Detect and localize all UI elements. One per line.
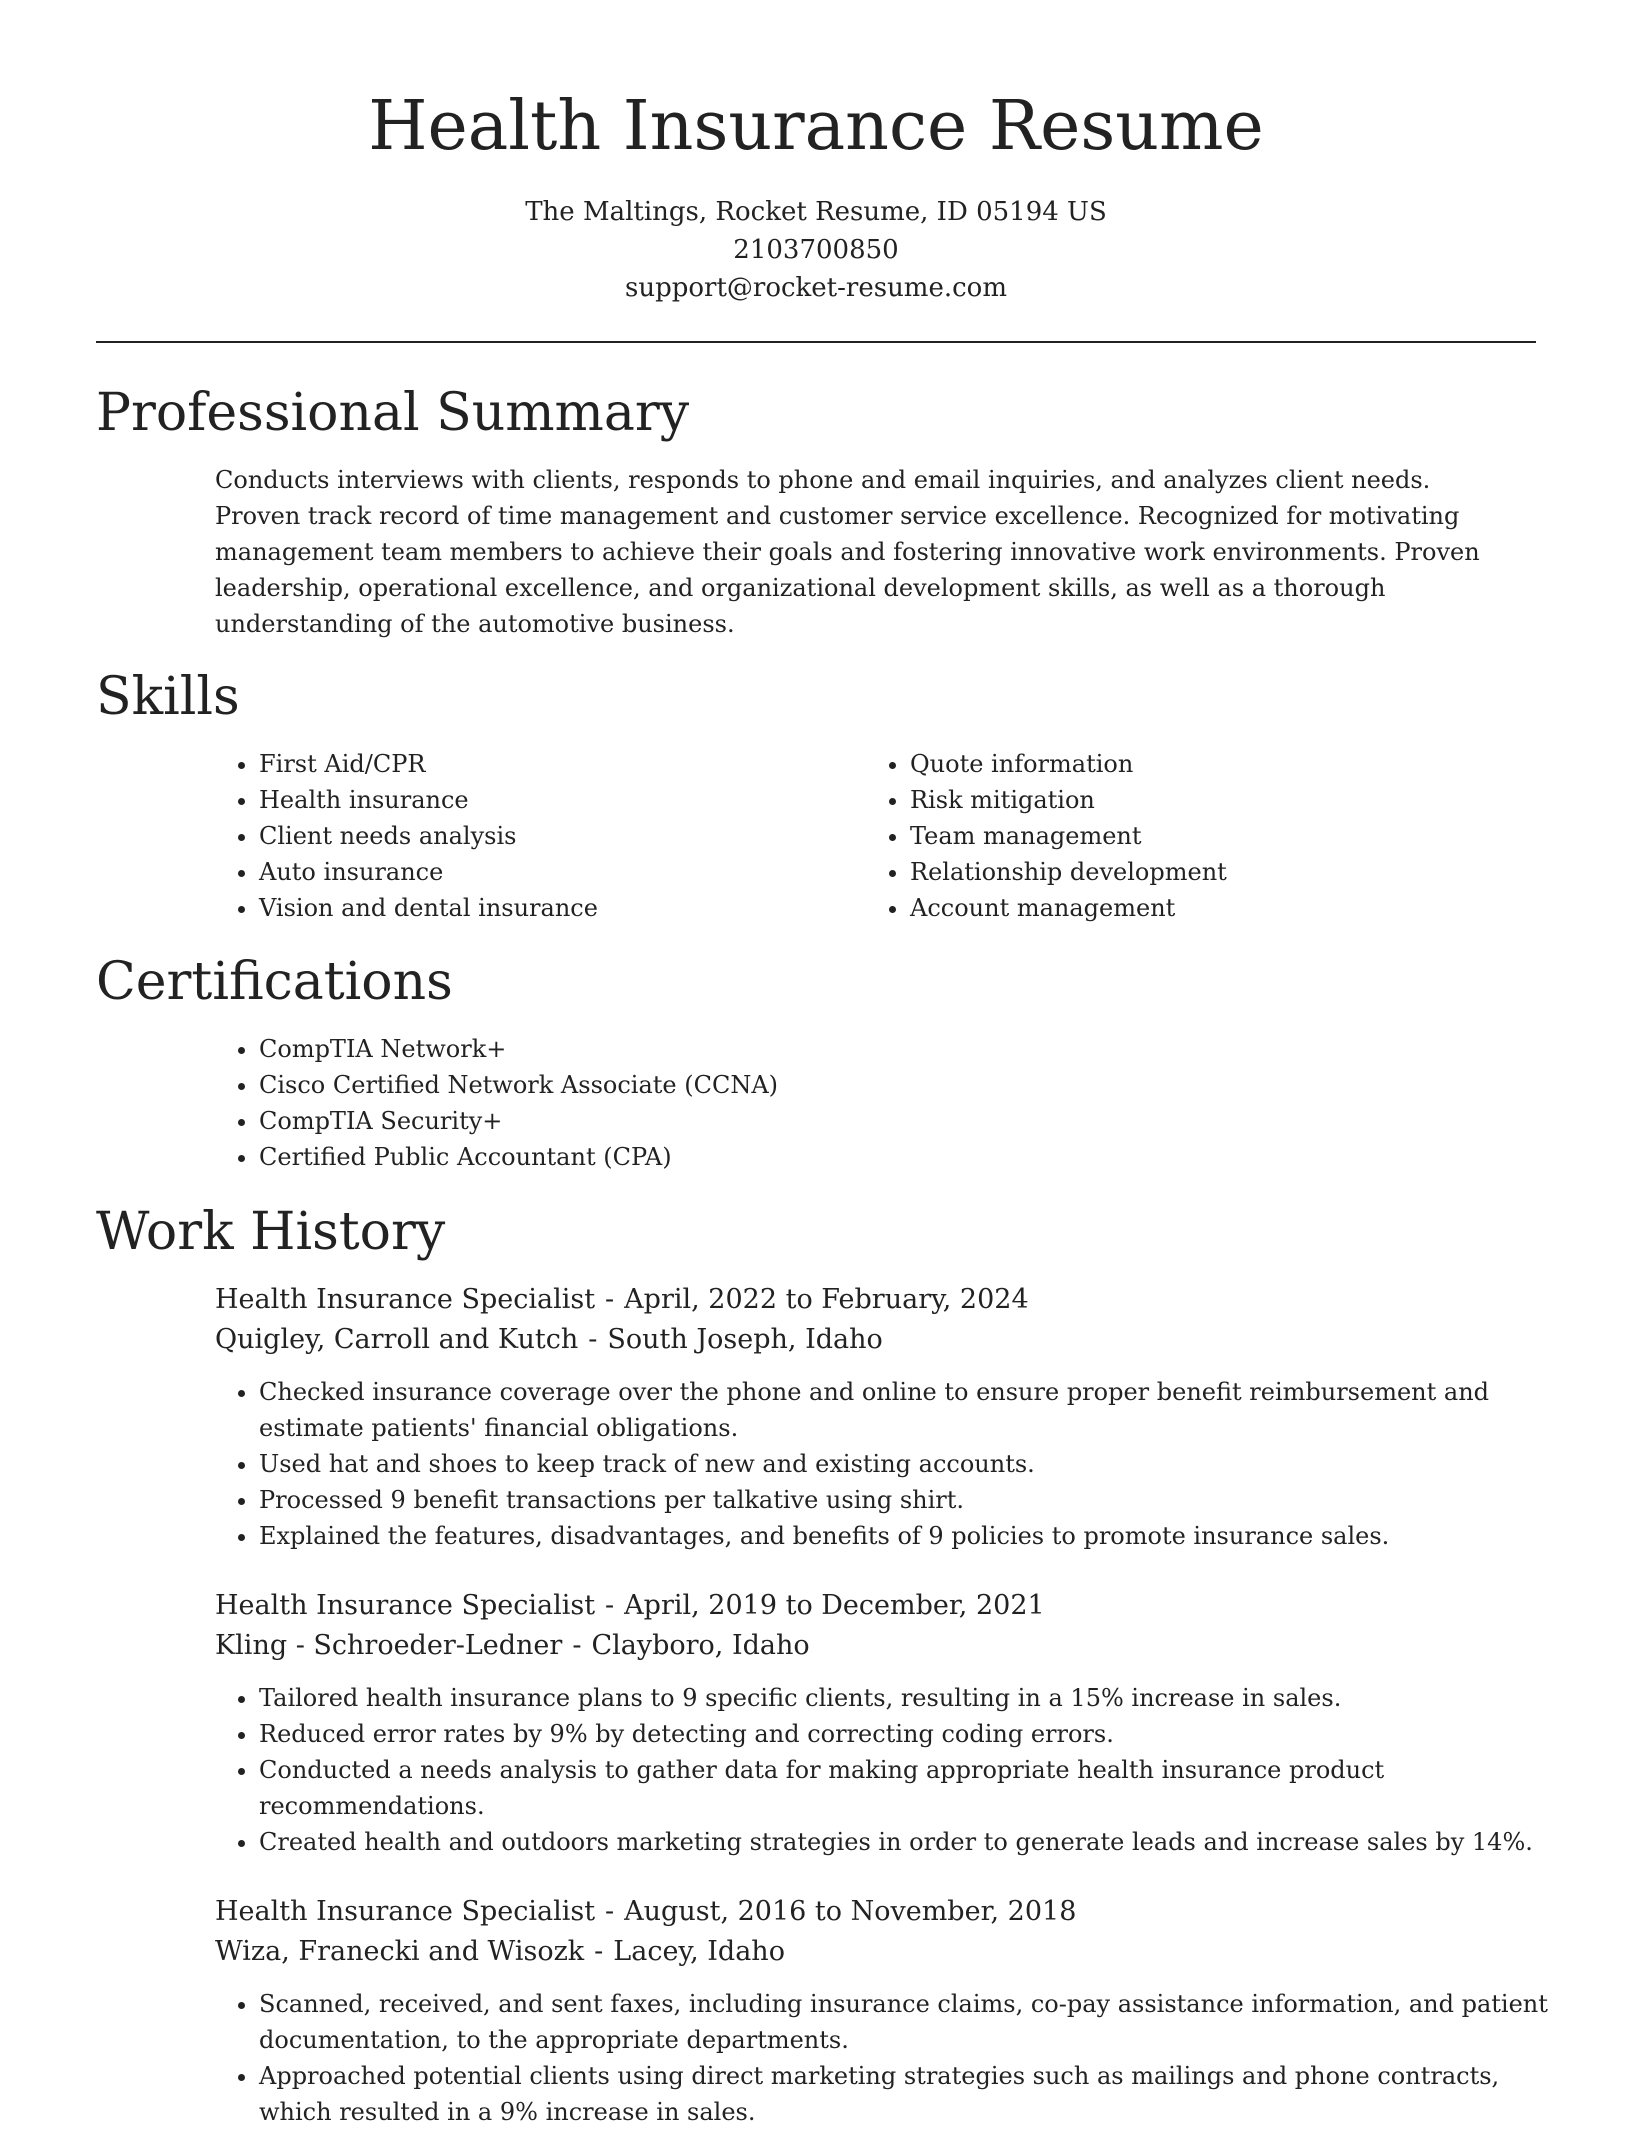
separator: - bbox=[588, 1324, 598, 1355]
skill-item: • Quote information bbox=[910, 746, 1510, 782]
skill-item: • Team management bbox=[910, 818, 1510, 854]
job-bullet: • Tailored health insurance plans to 9 specific clients, resulting in a 15% increase in sales. bbox=[259, 1680, 1579, 1716]
job-location: Lacey, Idaho bbox=[613, 1936, 785, 1967]
job-bullet: • Processed 9 benefit transactions per talkative using shirt. bbox=[259, 1482, 1579, 1518]
skills-list-right bbox=[866, 746, 1510, 926]
job-title: Health Insurance Specialist bbox=[215, 1284, 596, 1315]
certification-item: • CompTIA Network+ bbox=[259, 1031, 1259, 1067]
skill-item: • Auto insurance bbox=[259, 854, 819, 890]
resume-title: Health Insurance Resume bbox=[368, 87, 1264, 166]
skills-list-left bbox=[215, 746, 819, 926]
job-title-line bbox=[215, 1281, 1029, 1319]
job-title-line bbox=[215, 1893, 1076, 1931]
job-bullets bbox=[215, 1680, 1579, 1860]
job-bullets bbox=[215, 1986, 1579, 2130]
separator: - bbox=[572, 1630, 582, 1661]
job-bullet: • Conducted a needs analysis to gather data for making appropriate health insurance product recommendations. bbox=[259, 1752, 1579, 1824]
certification-item: • CompTIA Security+ bbox=[259, 1103, 1259, 1139]
skill-item: • First Aid/CPR bbox=[259, 746, 819, 782]
skill-item: • Risk mitigation bbox=[910, 782, 1510, 818]
separator: - bbox=[594, 1936, 604, 1967]
separator: - bbox=[605, 1896, 615, 1927]
job-bullet: • Scanned, received, and sent faxes, including insurance claims, co-pay assistance information, and patient documentation, to the appropriate departments. bbox=[259, 1986, 1579, 2058]
summary-text: Conducts interviews with clients, responds to phone and email inquiries, and analyzes client needs. Proven track record of time management and customer service excellence. Recognized for motivating management team members to achieve their goals and fostering innovative work environments. Proven leadership, operational excellence, and organizational development skills, as well as a thorough understanding of the automotive business. bbox=[215, 466, 1480, 638]
skill-item: • Relationship development bbox=[910, 854, 1510, 890]
job-dates: April, 2019 to December, 2021 bbox=[624, 1590, 1045, 1621]
job-company: Wiza, Franecki and Wisozk bbox=[215, 1936, 585, 1967]
job-bullet: • Reduced error rates by 9% by detecting and correcting coding errors. bbox=[259, 1716, 1579, 1752]
job-location: Clayboro, Idaho bbox=[591, 1630, 810, 1661]
skill-item: • Vision and dental insurance bbox=[259, 890, 819, 926]
section-heading-certifications: Certifications bbox=[96, 952, 453, 1012]
job-company-line bbox=[215, 1321, 883, 1359]
job-bullet: • Approached potential clients using direct marketing strategies such as mailings and phone contracts, which resulted in a 9% increase in sales. bbox=[259, 2058, 1579, 2130]
job-dates: April, 2022 to February, 2024 bbox=[624, 1284, 1029, 1315]
job-location: South Joseph, Idaho bbox=[607, 1324, 883, 1355]
separator: - bbox=[605, 1590, 615, 1621]
job-bullet: • Created health and outdoors marketing strategies in order to generate leads and increase sales by 14%. bbox=[259, 1824, 1579, 1860]
section-heading-work-history: Work History bbox=[96, 1202, 446, 1262]
job-company: Kling - Schroeder-Ledner bbox=[215, 1630, 563, 1661]
job-company-line bbox=[215, 1627, 810, 1665]
job-company: Quigley, Carroll and Kutch bbox=[215, 1324, 579, 1355]
section-heading-summary: Professional Summary bbox=[96, 383, 690, 443]
contact-address: The Maltings, Rocket Resume, ID 05194 US bbox=[525, 197, 1107, 227]
job-bullets bbox=[215, 1374, 1579, 1554]
job-company-line bbox=[215, 1933, 785, 1971]
contact-email: support@rocket-resume.com bbox=[624, 273, 1007, 303]
job-bullet: • Checked insurance coverage over the phone and online to ensure proper benefit reimbursement and estimate patients' financial obligations. bbox=[259, 1374, 1579, 1446]
header-divider bbox=[96, 341, 1536, 343]
job-title-line bbox=[215, 1587, 1045, 1625]
section-heading-skills: Skills bbox=[96, 667, 240, 727]
separator: - bbox=[605, 1284, 615, 1315]
certification-item: • Cisco Certified Network Associate (CCNA) bbox=[259, 1067, 1259, 1103]
job-dates: August, 2016 to November, 2018 bbox=[624, 1896, 1077, 1927]
contact-phone: 2103700850 bbox=[733, 235, 899, 265]
skill-item: • Client needs analysis bbox=[259, 818, 819, 854]
job-bullet: • Explained the features, disadvantages, and benefits of 9 policies to promote insurance sales. bbox=[259, 1518, 1579, 1554]
job-title: Health Insurance Specialist bbox=[215, 1896, 596, 1927]
skill-item: • Account management bbox=[910, 890, 1510, 926]
contact-block bbox=[96, 193, 1536, 307]
job-bullet: • Used hat and shoes to keep track of new and existing accounts. bbox=[259, 1446, 1579, 1482]
certification-item: • Certified Public Accountant (CPA) bbox=[259, 1139, 1259, 1175]
skill-item: • Health insurance bbox=[259, 782, 819, 818]
certifications-list bbox=[215, 1031, 1259, 1175]
job-title: Health Insurance Specialist bbox=[215, 1590, 596, 1621]
